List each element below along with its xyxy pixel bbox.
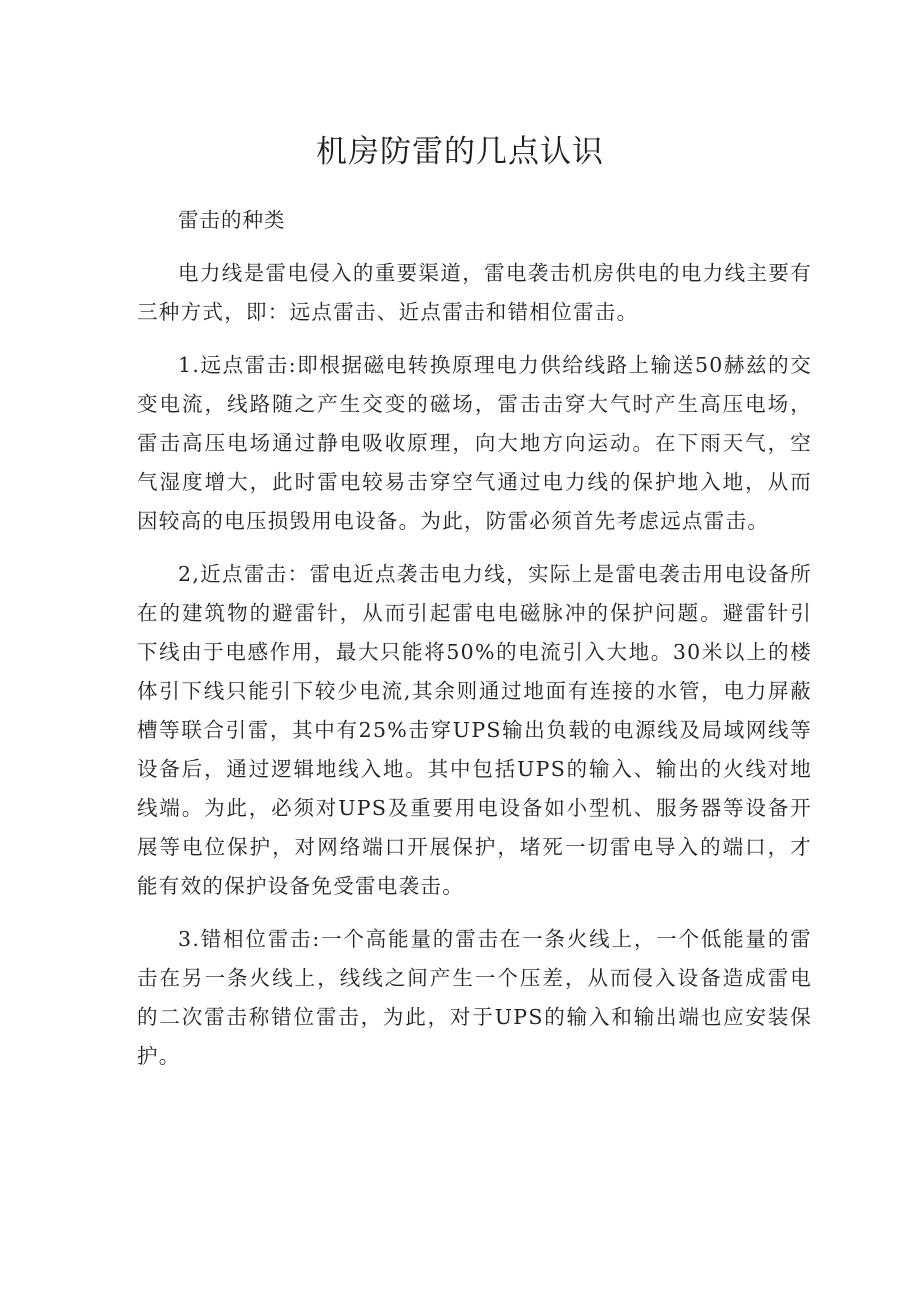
- paragraph-intro: 电力线是雷电侵入的重要渠道，雷电袭击机房供电的电力线主要有三种方式，即：远点雷击、近点雷击和错相位雷击。: [137, 261, 812, 324]
- paragraph-remote-strike: 1.远点雷击:即根据磁电转换原理电力供给线路上输送50赫兹的交变电流，线路随之产生交变的磁场，雷击击穿大气时产生高压电场，雷击高压电场通过静电吸收原理，向大地方向运动。在下雨天气，空气湿度增大，此时雷电较易击穿空气通过电力线的保护地入地，从而因较高的电压损毁用电设备。为此，防雷必须首先考虑远点雷击。: [137, 353, 812, 533]
- paragraph-near-strike: 2,近点雷击：雷电近点袭击电力线，实际上是雷电袭击用电设备所在的建筑物的避雷针，从而引起雷电电磁脉冲的保护问题。避雷针引下线由于电感作用，最大只能将50%的电流引入大地。30米以上的楼体引下线只能引下较少电流,其余则通过地面有连接的水管，电力屏蔽槽等联合引雷，其中有25%击穿UPS输出负载的电源线及局域网线等设备后，通过逻辑地线入地。其中包括UPS的输入、输出的火线对地线端。为此，必须对UPS及重要用电设备如小型机、服务器等设备开展等电位保护，对网络端口开展保护，堵死一切雷电导入的端口，才能有效的保护设备免受雷电袭击。: [137, 562, 812, 898]
- page-title: 机房防雷的几点认识: [316, 134, 604, 170]
- paragraph-phase-strike: 3.错相位雷击:一个高能量的雷击在一条火线上，一个低能量的雷击在另一条火线上，线线之间产生一个压差，从而侵入设备造成雷电的二次雷击称错位雷击，为此，对于UPS的输入和输出端也应安装保护。: [137, 927, 812, 1068]
- document-body: [137, 201, 812, 1090]
- section-heading-lightning-types: 雷击的种类: [178, 208, 286, 232]
